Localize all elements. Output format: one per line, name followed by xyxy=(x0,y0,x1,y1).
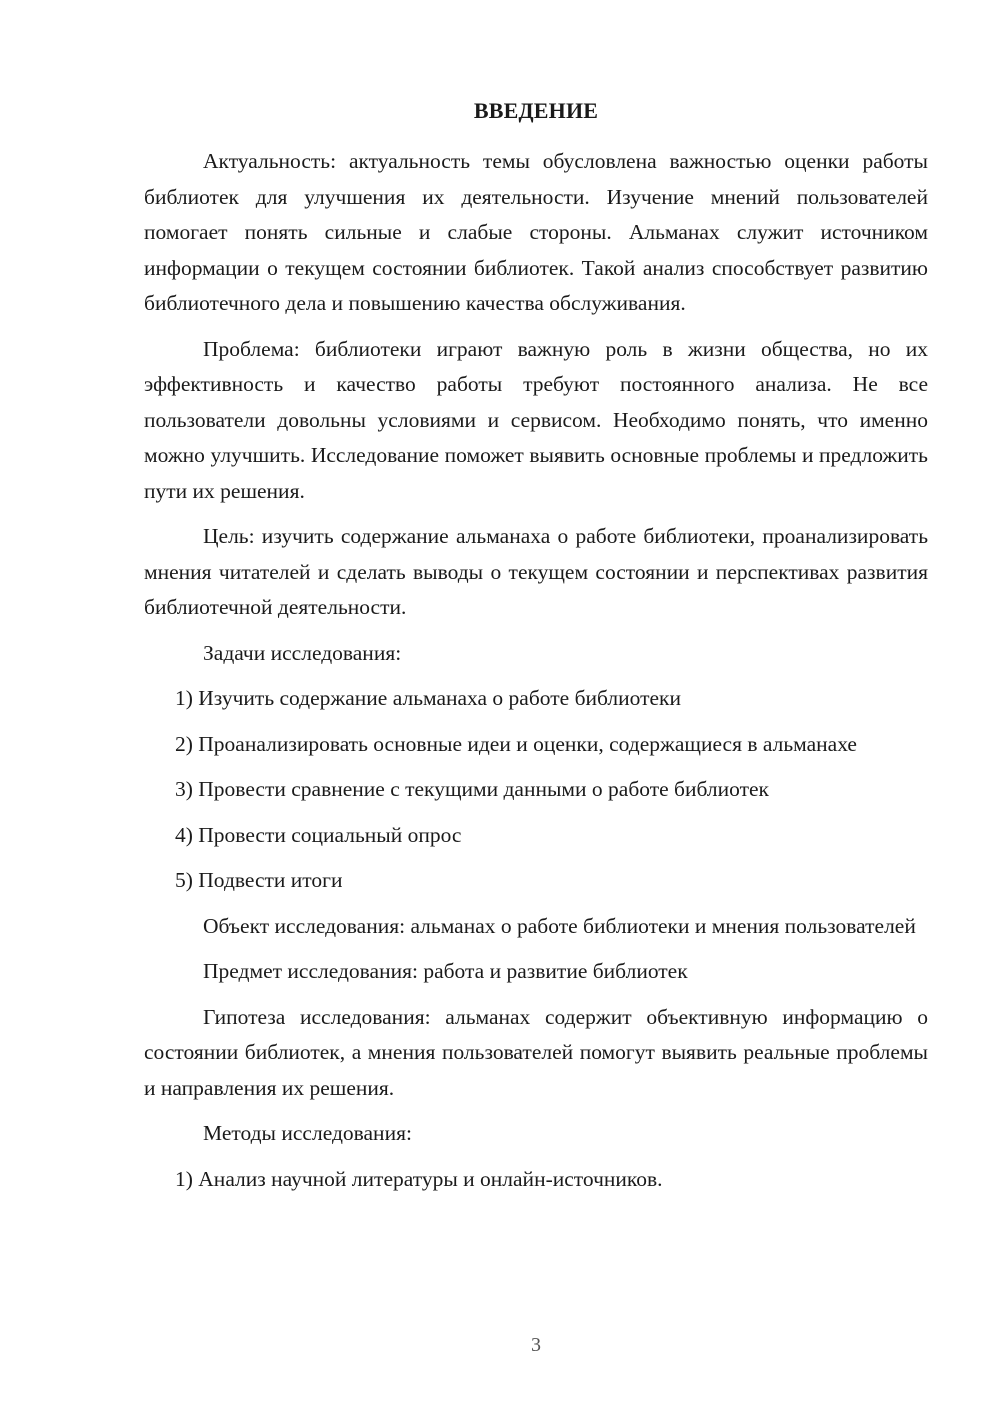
paragraph-relevance: Актуальность: актуальность темы обусловлена важностью оценки работы библиотек для улучшения их деятельности. Изучение мнений пользователей помогает понять сильные и слабые стороны. Альманах служит источником информации о текущем состоянии библиотек. Такой анализ способствует развитию библиотечного дела и повышению качества обслуживания. xyxy=(144,149,928,315)
list-item-task-4: 4) Провести социальный опрос xyxy=(175,822,462,847)
list-item-task-5: 5) Подвести итоги xyxy=(175,868,343,892)
paragraph-object: Объект исследования: альманах о работе библиотеки и мнения пользователей xyxy=(203,913,916,938)
document-body xyxy=(144,144,928,1207)
paragraph-goal: Цель: изучить содержание альманаха о работе библиотеки, проанализировать мнения читателей и сделать выводы о текущем состоянии и перспективах развития библиотечной деятельности. xyxy=(144,524,928,619)
paragraph-problem: Проблема: библиотеки играют важную роль в жизни общества, но их эффективность и качество работы требуют постоянного анализа. Не все пользователи довольны условиями и сервисом. Необходимо понять, что именно можно улучшить. Исследование поможет выявить основные проблемы и предложить пути их решения. xyxy=(144,336,928,503)
list-item-method-1: 1) Анализ научной литературы и онлайн-источников. xyxy=(175,1166,663,1191)
paragraph-methods-heading: Методы исследования: xyxy=(203,1121,412,1145)
paragraph-tasks-heading: Задачи исследования: xyxy=(203,640,402,665)
list-item-task-1: 1) Изучить содержание альманаха о работе библиотеки xyxy=(175,686,682,710)
list-item-task-3: 3) Провести сравнение с текущими данными о работе библиотек xyxy=(175,777,769,801)
paragraph-hypothesis: Гипотеза исследования: альманах содержит объективную информацию о состоянии библиотек, а мнения пользователей помогут выявить реальные проблемы и направления их решения. xyxy=(144,1004,928,1100)
page-number: 3 xyxy=(531,1334,541,1356)
paragraph-subject: Предмет исследования: работа и развитие библиотек xyxy=(203,959,688,983)
page-title: ВВЕДЕНИЕ xyxy=(473,98,599,123)
list-item-task-2: 2) Проанализировать основные идеи и оценки, содержащиеся в альманахе xyxy=(175,731,857,756)
